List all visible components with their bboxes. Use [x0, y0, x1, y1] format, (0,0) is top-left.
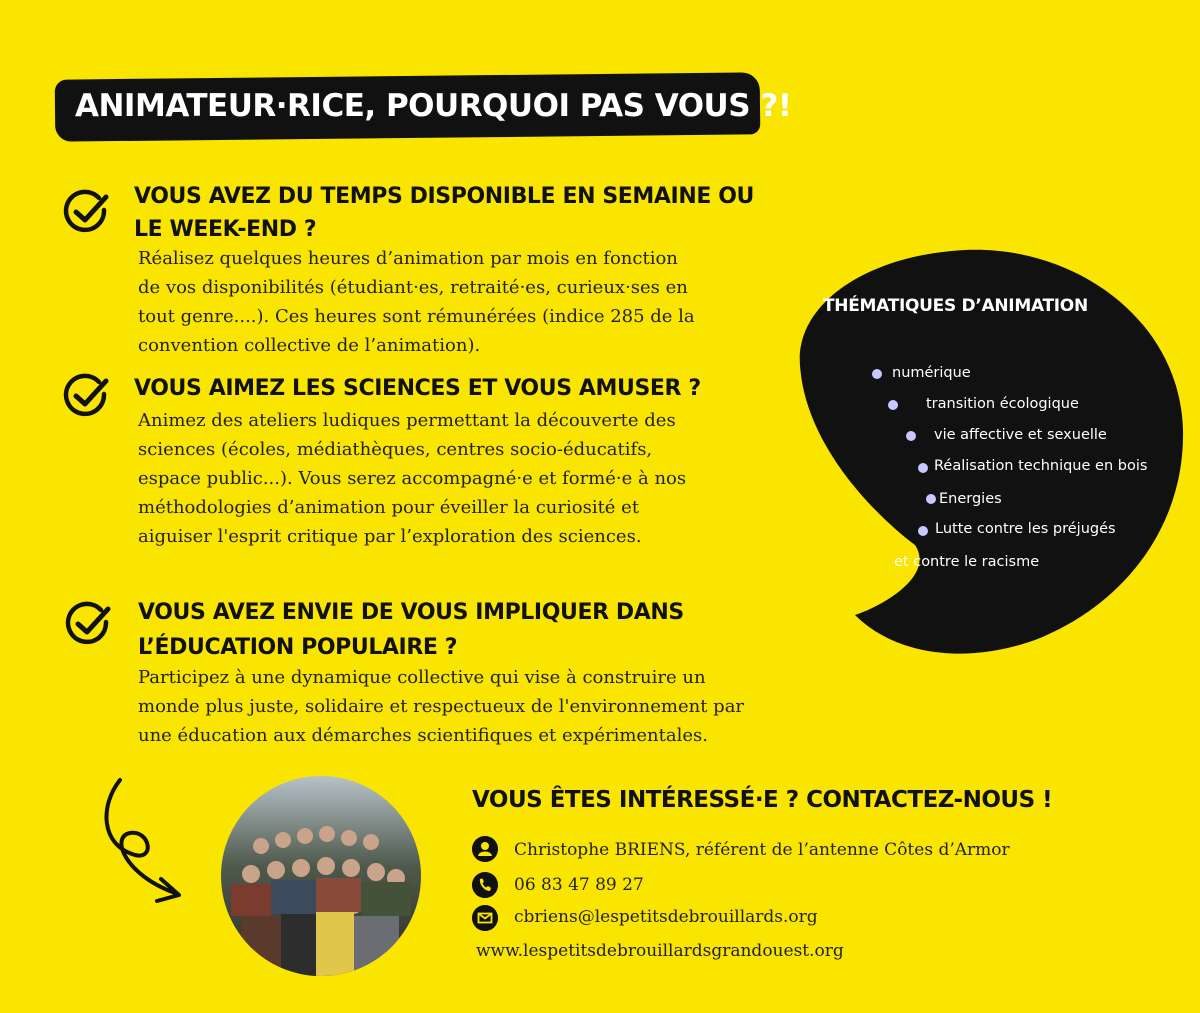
theme-bullet [926, 494, 936, 504]
contact-phone[interactable]: 06 83 47 89 27 [514, 875, 644, 895]
theme-item: transition écologique [926, 396, 1079, 412]
curly-arrow-icon [95, 775, 195, 915]
theme-item: numérique [892, 365, 971, 381]
contact-person: Christophe BRIENS, référent de l’antenne Côtes d’Armor [514, 840, 1010, 860]
theme-bullet [918, 463, 928, 473]
checkmark-circle-icon [64, 600, 112, 648]
group-photo [221, 776, 421, 976]
section-3-heading-line-2: L’ÉDUCATION POPULAIRE ? [138, 635, 458, 660]
contact-title: VOUS ÊTES INTÉRESSÉ·E ? CONTACTEZ-NOUS ! [472, 787, 1053, 813]
theme-bullet [888, 400, 898, 410]
checkmark-circle-icon [62, 372, 110, 420]
theme-bullet [872, 369, 882, 379]
contact-website[interactable]: www.lespetitsdebrouillardsgrandouest.org [476, 941, 844, 961]
section-3-body-line: Participez à une dynamique collective qui vise à construire un [138, 667, 706, 688]
section-1-body-line: tout genre....). Ces heures sont rémunérées (indice 285 de la [138, 306, 695, 327]
section-1-body-line: Réalisez quelques heures d’animation par mois en fonction [138, 248, 678, 269]
section-3-body-line: monde plus juste, solidaire et respectueux de l'environnement par [138, 696, 745, 717]
theme-item: Réalisation technique en bois [934, 458, 1148, 474]
section-2-body-line: aiguiser l'esprit critique par l’exploration des sciences. [138, 526, 642, 547]
theme-item: Energies [939, 491, 1002, 507]
section-2-body-line: méthodologies d’animation pour éveiller la curiosité et [138, 497, 640, 518]
page-title: ANIMATEUR·RICE, POURQUOI PAS VOUS ?! [75, 88, 792, 124]
section-3-body-line: une éducation aux démarches scientifiques et expérimentales. [138, 725, 708, 746]
section-1-body-line: de vos disponibilités (étudiant·es, retraité·es, curieux·ses en [138, 277, 688, 298]
theme-bullet [918, 526, 928, 536]
section-1-heading-line-2: LE WEEK-END ? [134, 217, 317, 242]
phone-icon [472, 872, 498, 898]
theme-bullet [906, 431, 916, 441]
theme-item: Lutte contre les préjugés [935, 521, 1116, 537]
section-2-body-line: sciences (écoles, médiathèques, centres socio-éducatifs, [138, 439, 653, 460]
contact-email[interactable]: cbriens@lespetitsdebrouillards.org [514, 907, 818, 927]
themes-title: THÉMATIQUES D’ANIMATION [823, 296, 1088, 316]
theme-item: vie affective et sexuelle [934, 427, 1107, 443]
section-1-body-line: convention collective de l’animation). [138, 335, 481, 356]
theme-item: et contre le racisme [894, 554, 1040, 570]
section-2-heading: VOUS AIMEZ LES SCIENCES ET VOUS AMUSER ? [134, 376, 701, 401]
section-3-heading-line-1: VOUS AVEZ ENVIE DE VOUS IMPLIQUER DANS [138, 600, 684, 625]
section-2-body-line: espace public...). Vous serez accompagné·e et formé·e à nos [138, 468, 687, 489]
section-2-body-line: Animez des ateliers ludiques permettant la découverte des [138, 410, 676, 431]
checkmark-circle-icon [62, 188, 110, 236]
section-1-heading-line-1: VOUS AVEZ DU TEMPS DISPONIBLE EN SEMAINE OU [134, 184, 754, 209]
person-icon [472, 836, 498, 862]
email-icon [472, 905, 498, 931]
